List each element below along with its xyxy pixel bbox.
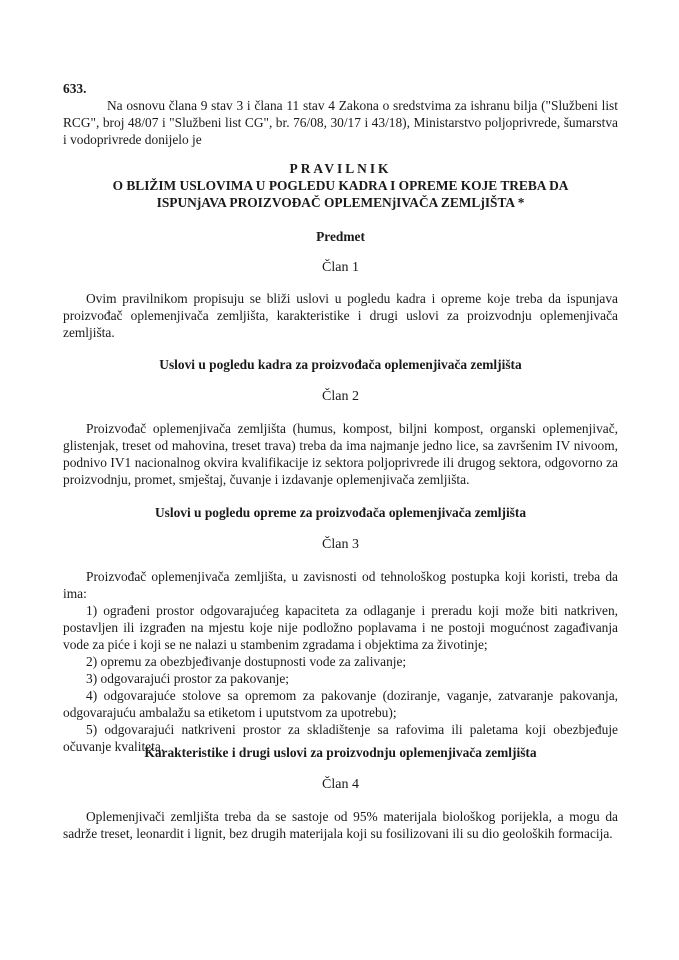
- article-text: Ovim pravilnikom propisuju se bliži uslovi u pogledu kadra i opreme koje treba da ispunjava proizvođač oplemenjivača zemljišta, karakteristike i drugi uslovi za proizvodnju oplemenjivača zemljišta.: [63, 291, 618, 340]
- article-text: Proizvođač oplemenjivača zemljišta, u zavisnosti od tehnološkog postupka koji koristi, treba da ima:: [63, 569, 618, 601]
- article-body: [63, 568, 618, 755]
- list-item: 1) ograđeni prostor odgovarajućeg kapaciteta za odlaganje i preradu koji može biti natkriven, postavljen ili izgrađen na mjestu koje nije podložno poplavama i ne postoji mogućnost zagađivanja vode za piće i koji se ne nalazi u stambenim zgradama i objektima za životinje;: [63, 603, 618, 652]
- title-line-3: ISPUNjAVA PROIZVOĐAČ OPLEMENjIVAČA ZEMLjIŠTA *: [156, 195, 525, 210]
- article-number: Član 3: [322, 537, 359, 552]
- article-number: Član 2: [322, 389, 359, 404]
- title-line-1: PRAVILNIK: [289, 161, 392, 176]
- list-item: 2) opremu za obezbjeđivanje dostupnosti vode za zalivanje;: [86, 654, 407, 669]
- section-heading: Predmet: [316, 229, 365, 244]
- section-heading: Uslovi u pogledu opreme za proizvođača oplemenjivača zemljišta: [154, 505, 527, 520]
- list-item: 3) odgovarajući prostor za pakovanje;: [86, 671, 290, 686]
- article-text: Oplemenjivači zemljišta treba da se sastoje od 95% materijala biološkog porijekla, a mogu da sadrže treset, leonardit i lignit, bez drugih materijala koji su fosilizovani ili su dio geoloških formacija.: [63, 809, 618, 841]
- title-line-2: O BLIŽIM USLOVIMA U POGLEDU KADRA I OPREME KOJE TREBA DA: [112, 178, 569, 193]
- article-number: Član 4: [322, 777, 359, 792]
- list-item: 5) odgovarajući natkriveni prostor za skladištenje sa rafovima ili paletama koji obezbjeđuje očuvanje kvaliteta.: [63, 722, 618, 754]
- article-number: Član 1: [322, 260, 359, 275]
- document-title: [63, 160, 618, 211]
- list-item: 4) odgovarajuće stolove sa opremom za pakovanje (doziranje, vaganje, zatvaranje pakovanja, odgovarajuću ambalažu sa etiketom i uputstvom za upotrebu);: [63, 688, 618, 720]
- article-text: Proizvođač oplemenjivača zemljišta (humus, kompost, biljni kompost, organski oplemenjivač, glistenjak, treset od mahovina, treset trava) treba da ima najmanje jedno lice, sa završenim IV nivoom, podnivo IV1 nacionalnog okvira kvalifikacije iz sektora poljoprivrede ili drugog sektora, odgovorno za proizvodnju, promet, smještaj, čuvanje i izdavanje oplemenjivača zemljišta.: [63, 421, 618, 487]
- regulation-number: 633.: [63, 81, 87, 96]
- section-heading: Uslovi u pogledu kadra za proizvođača oplemenjivača zemljišta: [159, 357, 522, 372]
- preamble: Na osnovu člana 9 stav 3 i člana 11 stav 4 Zakona o sredstvima za ishranu bilja ("Službeni list RCG", broj 48/07 i "Službeni list CG", br. 76/08, 30/17 i 43/18), Ministarstvo poljoprivrede, šumarstva i vodoprivrede donijelo je: [63, 98, 618, 147]
- section-heading: Karakteristike i drugi uslovi za proizvodnju oplemenjivača zemljišta: [144, 745, 537, 760]
